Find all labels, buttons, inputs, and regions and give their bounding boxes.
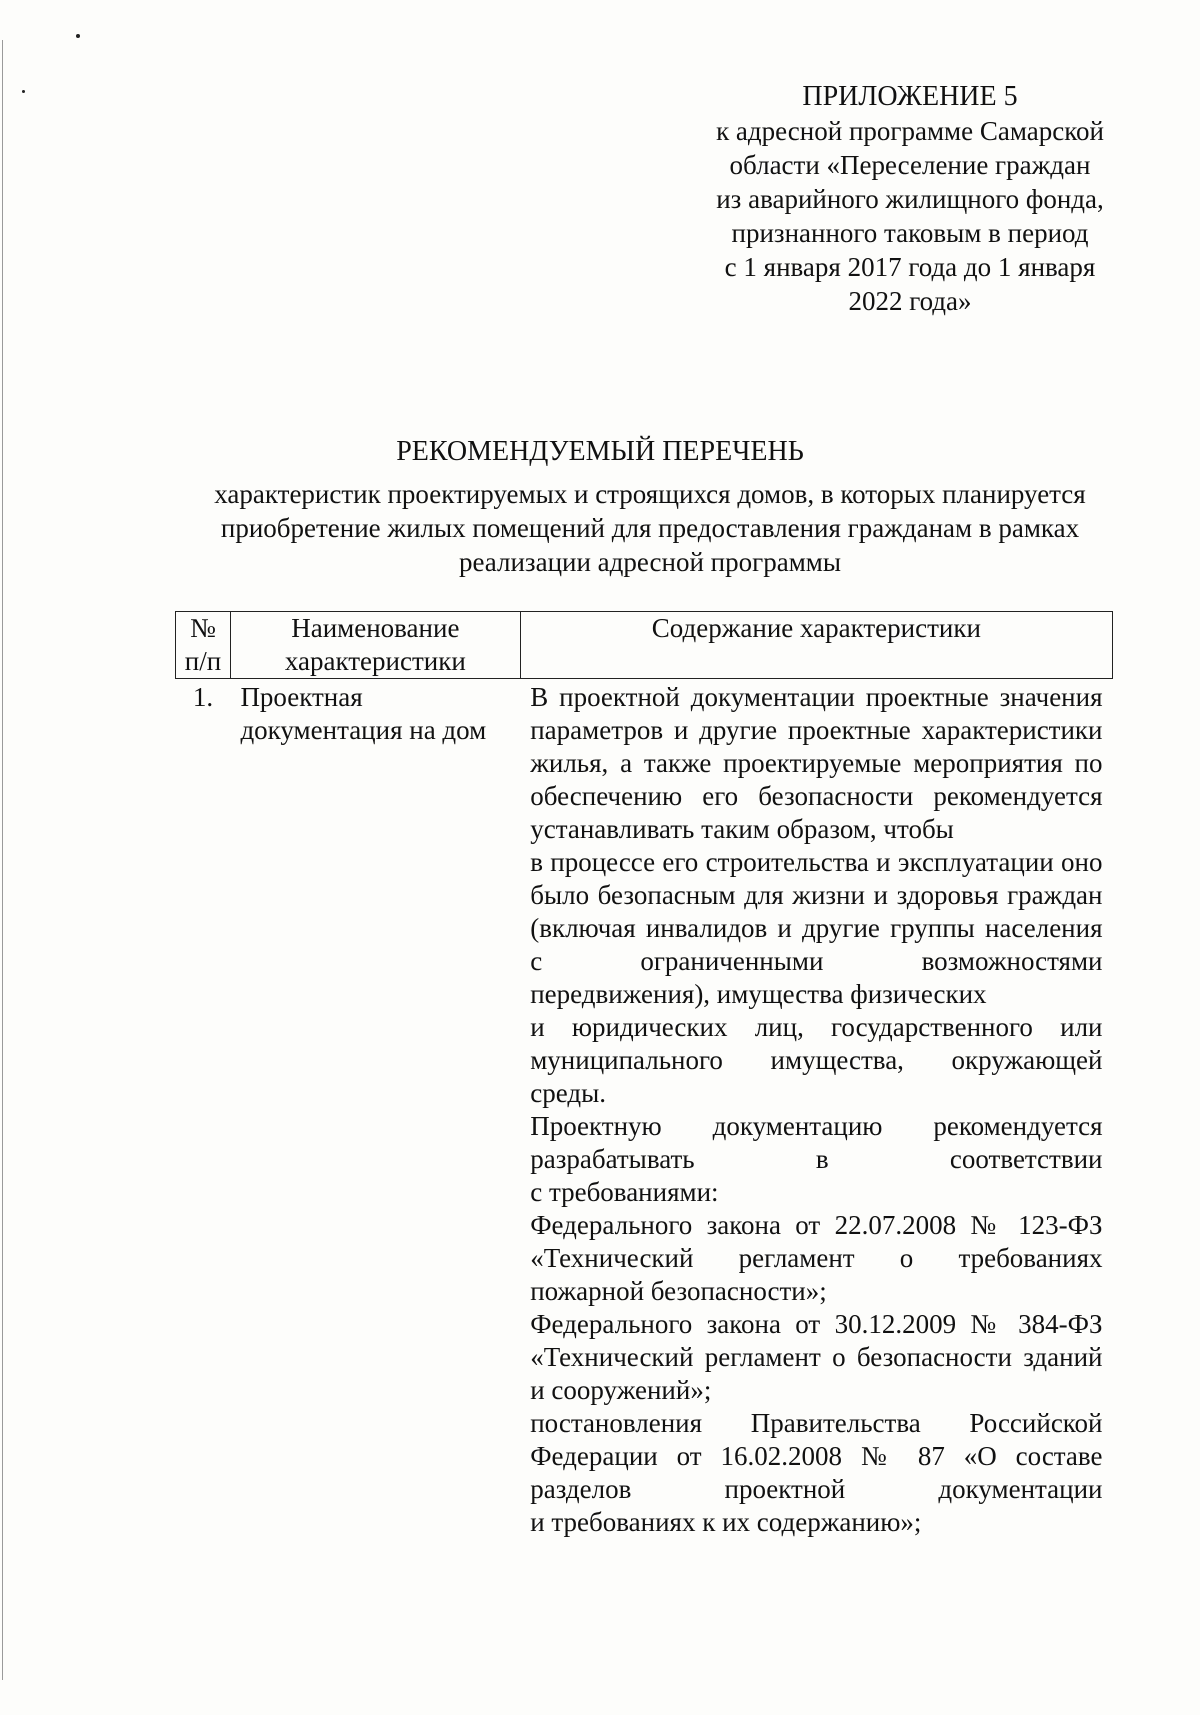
appendix-line: 2022 года»: [848, 286, 972, 316]
appendix-title: ПРИЛОЖЕНИЕ 5: [802, 81, 1018, 112]
row-number: 1.: [192, 682, 214, 712]
document-title: РЕКОМЕНДУЕМЫЙ ПЕРЕЧЕНЬ: [396, 436, 804, 467]
scan-speck: [76, 34, 80, 38]
appendix-line: с 1 января 2017 года до 1 января: [724, 252, 1096, 282]
header-name: [230, 612, 520, 679]
header-number-line: №: [190, 613, 216, 643]
appendix-header: [690, 80, 1130, 318]
content-paragraph: и требованиях к их содержанию»;: [530, 1507, 922, 1537]
appendix-line: признанного таковым в период: [731, 218, 1089, 248]
subtitle-line: приобретение жилых помещений для предоставления гражданам в рамках: [220, 513, 1080, 543]
row-name-line: Проектная: [240, 682, 363, 712]
subtitle-line: характеристик проектируемых и строящихся домов, в которых планируется: [214, 479, 1086, 509]
table-row: [176, 679, 1113, 1540]
header-number-line: п/п: [184, 646, 222, 676]
header-number: [176, 612, 231, 679]
row-content: [520, 679, 1112, 1540]
header-name-line: Наименование: [291, 613, 460, 643]
scan-speck: [22, 90, 25, 93]
header-name-line: характеристики: [284, 646, 466, 676]
content-paragraph: Федерального закона от 30.12.2009 № 384-ФЗ «Технический регламент о безопасности зданий и сооружений»;: [530, 1309, 1103, 1405]
row-name: [230, 679, 520, 1540]
document-subtitle: [180, 477, 1120, 579]
subtitle-line: реализации адресной программы: [458, 547, 842, 577]
appendix-line: из аварийного жилищного фонда,: [716, 184, 1104, 214]
header-content: Содержание характеристики: [520, 612, 1112, 679]
scan-edge-line: [2, 40, 3, 1680]
content-paragraph: в процессе его строительства и эксплуатации оно было безопасным для жизни и здоровья граждан (включая инвалидов и другие группы населения с ограниченными возможностями передвижения), имущества физических: [530, 847, 1103, 1009]
appendix-line: области «Переселение граждан: [729, 150, 1091, 180]
row-name-line: документация на дом: [240, 715, 487, 745]
content-paragraph: и юридических лиц, государственного или муниципального имущества, окружающей среды.: [530, 1012, 1103, 1108]
characteristics-table: [175, 611, 1113, 1539]
table-header-row: [176, 612, 1113, 679]
content-paragraph: с требованиями:: [530, 1177, 719, 1207]
content-paragraph: В проектной документации проектные значения параметров и другие проектные характеристики жилья, а также проектируемые мероприятия по обеспечению его безопасности рекомендуется устанавливать таким образом, чтобы: [530, 682, 1103, 844]
appendix-line: к адресной программе Самарской: [716, 116, 1104, 146]
content-paragraph: Федерального закона от 22.07.2008 № 123-ФЗ «Технический регламент о требованиях пожарной безопасности»;: [530, 1210, 1103, 1306]
content-paragraph: Проектную документацию рекомендуется разрабатывать в соответствии: [530, 1111, 1103, 1174]
content-paragraph: постановления Правительства Российской Федерации от 16.02.2008 № 87 «О составе разделов проектной документации: [530, 1408, 1103, 1504]
